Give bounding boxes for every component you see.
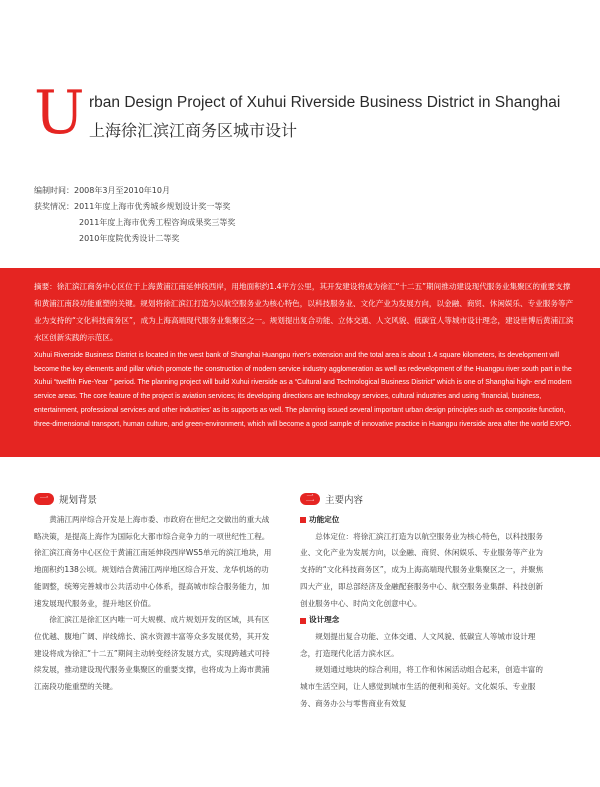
paragraph: 徐汇滨江是徐汇区内唯一可大规模、成片规划开发的区域，具有区位优越、腹地广阔、岸线绵长、滨水资源丰富等众多发展优势，其开发建设将成为徐汇“十二五”期间主动转变经济发展方式，实现跨越式可持续发展，推动建设现代服务业集聚区的重要支撑，也将成为上海市黄浦江南段功能重塑的关键。 bbox=[34, 615, 270, 692]
content-column bbox=[300, 512, 548, 712]
paragraph: 规划通过地块的综合利用，将工作和休闲活动组合起来，创造丰富的城市生活空间，让人感觉到城市生活的便利和美好。文化娱乐、专业服务、商务办公与零售商业有效复 bbox=[300, 665, 543, 708]
square-bullet-icon bbox=[300, 618, 306, 624]
award-label: 获奖情况： bbox=[34, 202, 74, 211]
square-bullet-icon bbox=[300, 517, 306, 523]
abstract-chinese: 摘要：徐汇滨江商务中心区位于上海黄浦江南延伸段西岸，用地面积约1.4平方公里，其开发建设将成为徐汇“十二五”期间推动建设现代服务业集聚区的重要支撑和黄浦江南段功能重塑的关键。规划将徐汇滨江打造为以航空服务业为核心特色，以科技服务业、文化产业为发展方向，以金融、商贸、休闲娱乐、专业服务等产业为支持的“文化科技商务区”，成为上海高端现代服务业集聚区之一。规划提出复合功能、立体交通、人文风貌、低碳宜人等城市设计理念，建设世博后黄浦江滨水区创新实践的示范区。 bbox=[34, 282, 574, 342]
award-row bbox=[34, 231, 394, 247]
subheading bbox=[300, 612, 548, 629]
paragraph: 黄浦江两岸综合开发是上海市委、市政府在世纪之交做出的重大战略决策，是提高上海作为国际化大都市综合竞争力的一项世纪性工程。徐汇滨江商务中心区位于黄浦江南延伸段西岸WS5单元的滨江地块，用地面积约138公顷。规划结合黄浦江两岸地区综合开发、龙华机场的功能调整，统筹完善城市公共活动中心体系，提高城市综合服务能力，加速发展现代服务业，提升地区价值。 bbox=[34, 515, 272, 608]
date-value: 2008年3月至2010年10月 bbox=[74, 186, 170, 195]
section-title: 规划背景 bbox=[59, 495, 98, 506]
section-heading-content bbox=[300, 492, 363, 506]
chinese-title: 上海徐汇滨江商务区城市设计 bbox=[89, 121, 298, 140]
award-item: 2011年度上海市优秀工程咨询成果奖三等奖 bbox=[79, 218, 236, 227]
award-item: 2010年度院优秀设计二等奖 bbox=[79, 234, 180, 243]
section-heading-background bbox=[34, 492, 97, 506]
subheading-text: 设计理念 bbox=[309, 615, 340, 625]
paragraph: 总体定位：将徐汇滨江打造为以航空服务业为核心特色，以科技服务业、文化产业为发展方向，以金融、商贸、休闲娱乐、专业服务等产业为支持的“文化科技商务区”，成为上海高端现代服务业集聚区之一，并聚焦四大产业，即总部经济及金融配套服务中心、航空服务业集群、科技创新创业服务中心、时尚文化创意中心。 bbox=[300, 531, 544, 608]
date-label: 编制时间： bbox=[34, 186, 74, 195]
title-initial-letter: U bbox=[34, 78, 85, 148]
abstract-english: Xuhui Riverside Business District is located in the west bank of Shanghai Huangpu river's extension and the total area is about 1.4 square kilometers, its development will become the key elements and pillar which promote the construction of modern service industry agglomeration as well as redevelopment of the Huangpu river south part in the Xuhui “twelfth Five-Year ” period. The planning project will build Xuhui riverside as a “Cultural and Technological Business District” which is one of Shanghai high- end modern service areas. The core feature of the project is aviation services; its developing directions are technology services, cultural industries and using ‘financial, business, entertainment, professional services and other industries’ as its supports as well. The planning issued several important urban design principles such as composite function, three-dimensional transport, human culture, and green-environment, which will become a good sample of innovative practice in Huangpu riverside area after the world EXPO. bbox=[34, 352, 572, 428]
section-number-badge: 二 bbox=[300, 493, 320, 505]
background-column bbox=[34, 512, 274, 696]
section-title: 主要内容 bbox=[325, 495, 364, 506]
paragraph: 规划提出复合功能、立体交通、人文风貌、低碳宜人等城市设计理念，打造现代化活力滨水区。 bbox=[300, 631, 536, 658]
project-meta bbox=[34, 183, 394, 247]
award-item: 2011年度上海市优秀城乡规划设计奖一等奖 bbox=[74, 202, 231, 211]
subheading-text: 功能定位 bbox=[309, 515, 340, 524]
award-row bbox=[34, 199, 394, 215]
section-number-badge: 一 bbox=[34, 493, 54, 505]
award-row bbox=[34, 215, 394, 231]
date-row bbox=[34, 183, 394, 199]
abstract-band bbox=[0, 268, 600, 457]
english-title: rban Design Project of Xuhui Riverside Business District in Shanghai bbox=[89, 94, 561, 111]
subheading bbox=[300, 512, 548, 529]
